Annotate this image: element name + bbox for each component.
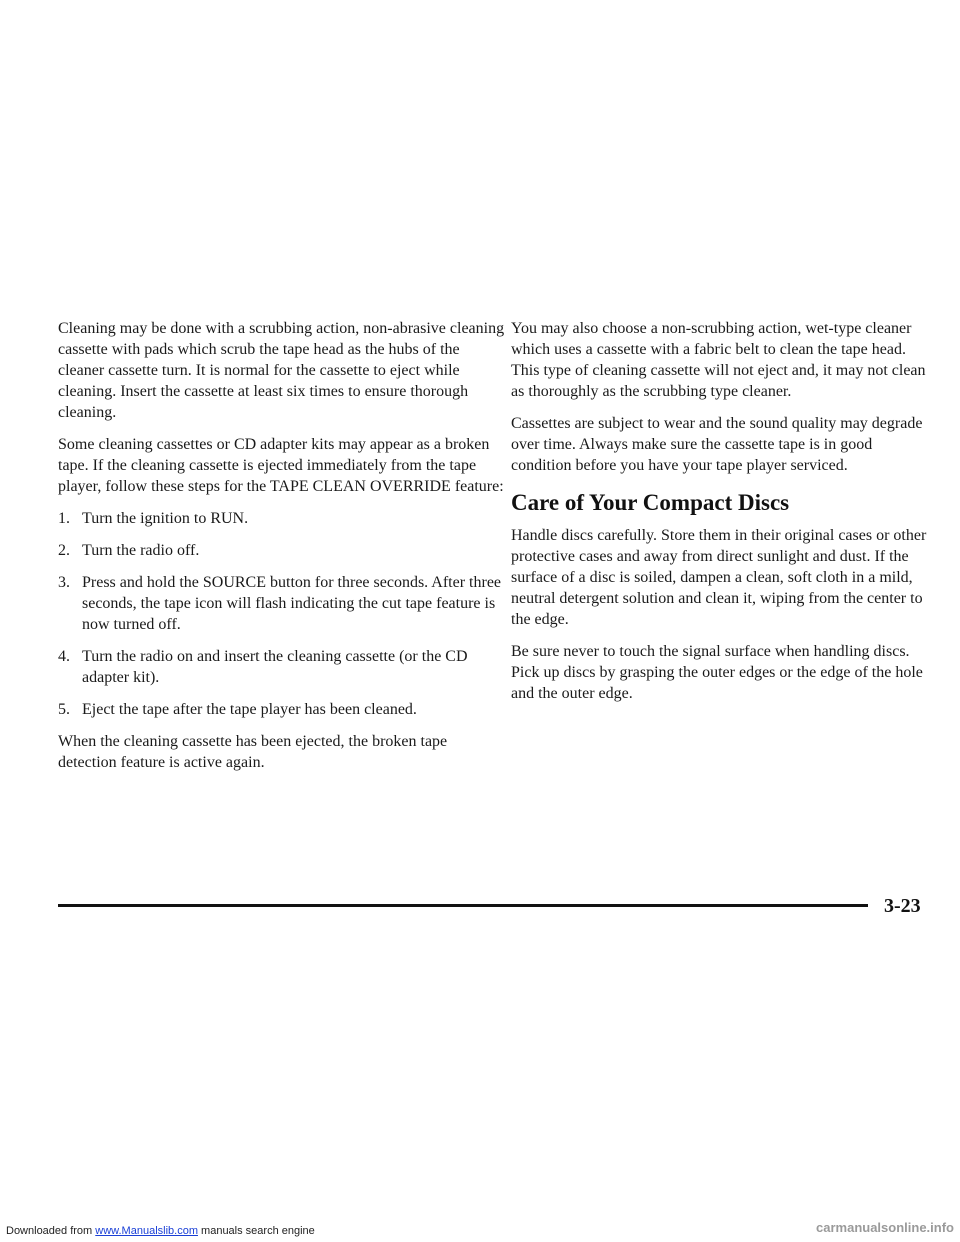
paragraph-wet-type-cleaner: You may also choose a non-scrubbing action, wet-type cleaner which uses a cassette with a fabric belt to clean the tape head. This type of cleaning cassette will not eject and, it may not clean as thoroughly as the scrubbing type cleaner. [511, 320, 926, 400]
step-text: Turn the radio off. [82, 542, 200, 559]
step-number: 5. [58, 701, 70, 718]
step-number: 4. [58, 648, 70, 665]
footer-rule [58, 904, 868, 907]
paragraph-handle-discs: Handle discs carefully. Store them in their original cases or other protective cases and away from direct sunlight and dust. If the surface of a disc is soiled, dampen a clean, soft cloth in a mild, neutral detergent solution and clean it, wiping from the center to the edge. [511, 527, 927, 628]
list-item [58, 572, 508, 635]
paragraph-tape-clean-override: Some cleaning cassettes or CD adapter kits may appear as a broken tape. If the cleaning cassette is ejected immediately from the tape player, follow these steps for the TAPE CLEAN OVERRIDE feature: [58, 436, 504, 495]
step-text: Press and hold the SOURCE button for three seconds. After three seconds, the tape icon will flash indicating the cut tape feature is now turned off. [82, 574, 502, 633]
list-item [58, 646, 508, 688]
paragraph-detection-active: When the cleaning cassette has been ejected, the broken tape detection feature is active again. [58, 733, 448, 771]
list-item [58, 508, 508, 529]
step-text: Turn the ignition to RUN. [82, 510, 249, 527]
section-heading-compact-discs: Care of Your Compact Discs [511, 490, 790, 515]
footer-prefix: Downloaded from [6, 1225, 96, 1237]
page-number: 3-23 [884, 895, 921, 917]
list-item [58, 699, 508, 720]
manualslib-link[interactable]: www.Manualslib.com [95, 1225, 198, 1237]
step-number: 1. [58, 510, 70, 527]
paragraph-signal-surface: Be sure never to touch the signal surface when handling discs. Pick up discs by grasping the outer edges or the edge of the hole and the outer edge. [511, 643, 923, 702]
step-number: 2. [58, 542, 70, 559]
download-footer [6, 1224, 315, 1238]
paragraph-cassette-wear: Cassettes are subject to wear and the sound quality may degrade over time. Always make sure the cassette tape is in good condition before you have your tape player serviced. [511, 415, 923, 474]
list-item [58, 540, 508, 561]
override-steps-list [58, 508, 508, 720]
right-column [511, 318, 931, 715]
step-text: Eject the tape after the tape player has been cleaned. [82, 701, 417, 718]
paragraph-scrubbing-cleaning: Cleaning may be done with a scrubbing action, non-abrasive cleaning cassette with pads which scrub the tape head as the hubs of the cleaner cassette turn. It is normal for the cassette to eject while cleaning. Insert the cassette at least six times to ensure thorough cleaning. [58, 320, 505, 421]
watermark: carmanualsonline.info [816, 1220, 954, 1235]
left-column [58, 318, 508, 784]
footer-suffix: manuals search engine [197, 1225, 315, 1237]
step-text: Turn the radio on and insert the cleaning cassette (or the CD adapter kit). [82, 648, 468, 686]
step-number: 3. [58, 574, 70, 591]
